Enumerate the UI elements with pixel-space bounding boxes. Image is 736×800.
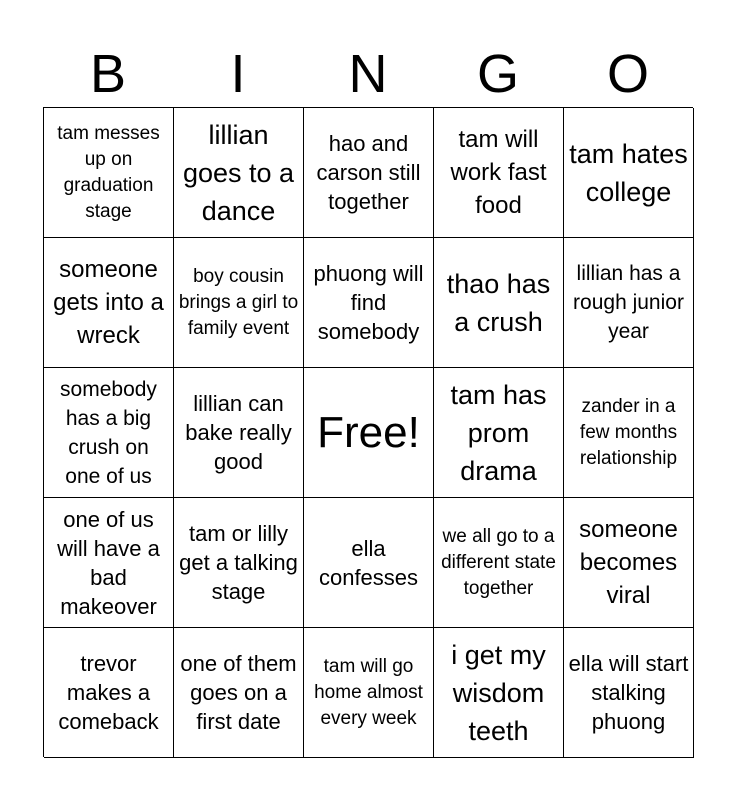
bingo-cell[interactable] [44,238,174,368]
cell-text: tam has prom drama [450,379,547,486]
cell-text: lillian has a rough junior year [573,262,684,343]
bingo-cell[interactable] [304,628,434,758]
bingo-cell[interactable] [174,628,304,758]
cell-text: ella confesses [318,535,419,590]
header-letter-g: G [476,44,519,104]
cell-text: lillian goes to a dance [182,119,295,226]
bingo-cell[interactable] [564,238,694,368]
bingo-cell[interactable] [434,498,564,628]
bingo-cell[interactable] [174,368,304,498]
bingo-cell[interactable] [304,108,434,238]
cell-text: one of them goes on a first date [180,651,297,734]
free-space-cell[interactable] [304,368,434,498]
bingo-cell[interactable] [564,628,694,758]
bingo-cell[interactable] [44,498,174,628]
cell-text: ella will start stalking phuong [568,651,689,734]
bingo-cell[interactable] [564,498,694,628]
cell-text: somebody has a big crush on one of us [60,377,157,488]
cell-text: i get my wisdom teeth [451,639,546,746]
cell-text: zander in a few months relationship [579,395,678,469]
cell-text: tam or lilly get a talking stage [179,521,298,604]
header-letter-o: O [606,44,649,104]
cell-text: someone becomes viral [579,516,678,609]
cell-text: thao has a crush [446,268,551,337]
bingo-header [43,40,693,108]
header-letter-b: B [89,44,127,104]
cell-text: trevor makes a comeback [58,651,159,734]
cell-text: lillian can bake really good [185,391,292,474]
header-letter-n: N [348,44,388,104]
bingo-cell[interactable] [564,108,694,238]
bingo-cell[interactable] [44,368,174,498]
bingo-cell[interactable] [304,498,434,628]
cell-text: tam will work fast food [450,126,547,219]
bingo-cell[interactable] [174,108,304,238]
cell-text: tam will go home almost every week [314,655,423,729]
cell-text: tam messes up on graduation stage [57,122,160,222]
bingo-cell[interactable] [434,108,564,238]
cell-text: one of us will have a bad makeover [57,506,160,619]
header-letter-i: I [230,44,246,104]
bingo-cell[interactable] [564,368,694,498]
bingo-cell[interactable] [44,628,174,758]
cell-text: someone gets into a wreck [53,256,164,349]
cell-text: we all go to a different state together [441,525,556,599]
bingo-cell[interactable] [434,368,564,498]
cell-text: boy cousin brings a girl to family event [178,265,299,339]
bingo-cell[interactable] [434,628,564,758]
bingo-cell[interactable] [174,238,304,368]
cell-text: phuong will find somebody [313,261,424,344]
cell-text: tam hates college [569,138,688,207]
bingo-cell[interactable] [304,238,434,368]
free-space-text: Free! [317,407,420,457]
bingo-cell[interactable] [174,498,304,628]
cell-text: hao and carson still together [316,131,421,214]
bingo-cell[interactable] [434,238,564,368]
bingo-cell[interactable] [44,108,174,238]
bingo-board [43,107,693,757]
